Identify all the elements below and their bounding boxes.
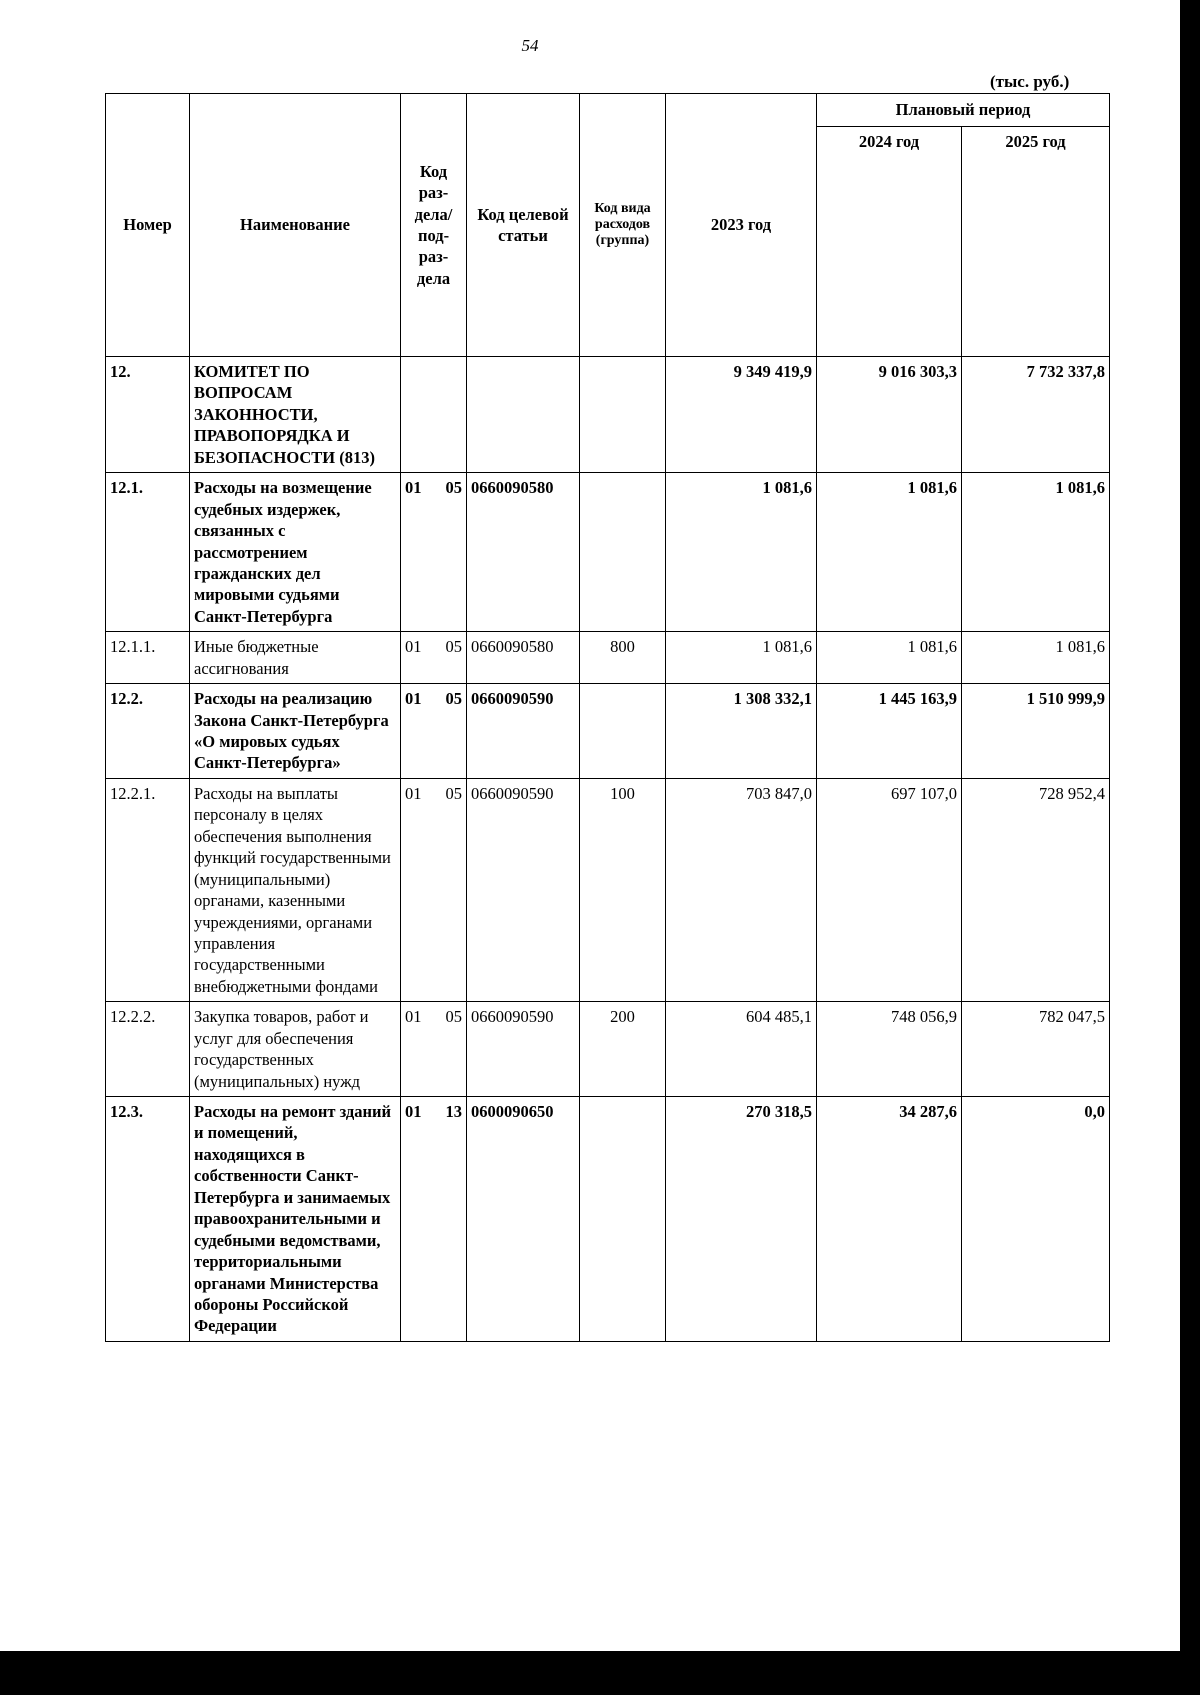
header-vid: Код вида расходов (группа)	[580, 94, 666, 357]
row-vid	[580, 357, 666, 473]
table-row	[106, 1002, 1110, 1097]
row-nomer: 12.	[106, 357, 190, 473]
row-vid: 200	[580, 1002, 666, 1097]
row-2025: 1 081,6	[962, 473, 1110, 632]
row-razdel-code: 01	[405, 1007, 422, 1027]
row-razdel-code: 01	[405, 689, 422, 709]
header-2023: 2023 год	[666, 94, 817, 357]
units-label: (тыс. руб.)	[990, 72, 1070, 91]
row-name: Расходы на реализацию Закона Санкт-Петербурга «О мировых судьях Санкт-Петербурга»	[190, 684, 401, 779]
row-razdel-code: 01	[405, 637, 422, 657]
row-2023: 270 318,5	[666, 1097, 817, 1342]
row-2024: 9 016 303,3	[817, 357, 962, 473]
header-nomer: Номер	[106, 94, 190, 357]
scan-border-bottom	[0, 1651, 1200, 1695]
row-razdel	[401, 778, 467, 1001]
row-razdel-code: 01	[405, 783, 422, 803]
row-razdel	[401, 1002, 467, 1097]
row-nomer: 12.1.	[106, 473, 190, 632]
row-2025: 1 510 999,9	[962, 684, 1110, 779]
row-vid: 100	[580, 778, 666, 1001]
row-tselevoy: 0660090590	[467, 778, 580, 1001]
table-row	[106, 357, 1110, 473]
row-razdel	[401, 357, 467, 473]
row-name: Расходы на возмещение судебных издержек, связанных с рассмотрением гражданских дел мировыми судьями Санкт-Петербурга	[190, 473, 401, 632]
budget-table	[105, 93, 1110, 1342]
row-name: Расходы на ремонт зданий и помещений, находящихся в собственности Санкт-Петербурга и занимаемых правоохранительными и судебными ведомствами, территориальными органами Министерства обороны Российской Федерации	[190, 1097, 401, 1342]
row-nomer: 12.2.1.	[106, 778, 190, 1001]
row-2025: 728 952,4	[962, 778, 1110, 1001]
row-podrazdel-code: 05	[445, 1007, 462, 1027]
row-2023: 1 081,6	[666, 473, 817, 632]
row-podrazdel-code: 05	[445, 783, 462, 803]
row-tselevoy: 0660090580	[467, 632, 580, 684]
header-2025: 2025 год	[962, 127, 1110, 357]
row-tselevoy: 0600090650	[467, 1097, 580, 1342]
row-name: Закупка товаров, работ и услуг для обеспечения государственных (муниципальных) нужд	[190, 1002, 401, 1097]
row-2023: 1 308 332,1	[666, 684, 817, 779]
row-razdel	[401, 632, 467, 684]
row-2024: 748 056,9	[817, 1002, 962, 1097]
table-row	[106, 473, 1110, 632]
row-podrazdel-code: 05	[445, 689, 462, 709]
row-vid	[580, 684, 666, 779]
row-name: Расходы на выплаты персоналу в целях обеспечения выполнения функций государственными (муниципальными) органами, казенными учреждениями, органами управления государственными внебюджетными фондами	[190, 778, 401, 1001]
row-2024: 697 107,0	[817, 778, 962, 1001]
row-2023: 9 349 419,9	[666, 357, 817, 473]
table-header	[106, 94, 1110, 357]
row-tselevoy: 0660090590	[467, 684, 580, 779]
row-razdel-code: 01	[405, 1102, 422, 1121]
row-tselevoy: 0660090590	[467, 1002, 580, 1097]
row-razdel	[401, 684, 467, 779]
table-row	[106, 684, 1110, 779]
row-tselevoy: 0660090580	[467, 473, 580, 632]
header-planned: Плановый период	[817, 94, 1110, 127]
row-razdel	[401, 1097, 467, 1342]
row-vid: 800	[580, 632, 666, 684]
row-2024: 34 287,6	[817, 1097, 962, 1342]
row-razdel	[401, 473, 467, 632]
row-2025: 0,0	[962, 1097, 1110, 1342]
row-2025: 782 047,5	[962, 1002, 1110, 1097]
row-2023: 1 081,6	[666, 632, 817, 684]
row-nomer: 12.2.	[106, 684, 190, 779]
header-tselevoy: Код целевой статьи	[467, 94, 580, 357]
table-row	[106, 778, 1110, 1001]
table-body	[106, 357, 1110, 1342]
row-2023: 604 485,1	[666, 1002, 817, 1097]
row-name: КОМИТЕТ ПО ВОПРОСАМ ЗАКОННОСТИ, ПРАВОПОРЯДКА И БЕЗОПАСНОСТИ (813)	[190, 357, 401, 473]
row-tselevoy	[467, 357, 580, 473]
row-vid	[580, 473, 666, 632]
row-podrazdel-code: 13	[445, 1102, 462, 1121]
row-2024: 1 445 163,9	[817, 684, 962, 779]
row-podrazdel-code: 05	[445, 637, 462, 657]
header-2024: 2024 год	[817, 127, 962, 357]
row-vid	[580, 1097, 666, 1342]
row-2025: 7 732 337,8	[962, 357, 1110, 473]
row-nomer: 12.3.	[106, 1097, 190, 1342]
header-razdel: Код раз-дела/ под-раз-дела	[401, 94, 467, 357]
row-2025: 1 081,6	[962, 632, 1110, 684]
row-nomer: 12.1.1.	[106, 632, 190, 684]
row-2024: 1 081,6	[817, 632, 962, 684]
row-2023: 703 847,0	[666, 778, 817, 1001]
table-row	[106, 632, 1110, 684]
row-nomer: 12.2.2.	[106, 1002, 190, 1097]
row-razdel-code: 01	[405, 478, 422, 498]
table-row	[106, 1097, 1110, 1342]
header-name: Наименование	[190, 94, 401, 357]
page-number: 54	[521, 36, 539, 55]
row-podrazdel-code: 05	[445, 478, 462, 498]
row-name: Иные бюджетные ассигнования	[190, 632, 401, 684]
row-2024: 1 081,6	[817, 473, 962, 632]
scan-border-right	[1180, 0, 1200, 1695]
